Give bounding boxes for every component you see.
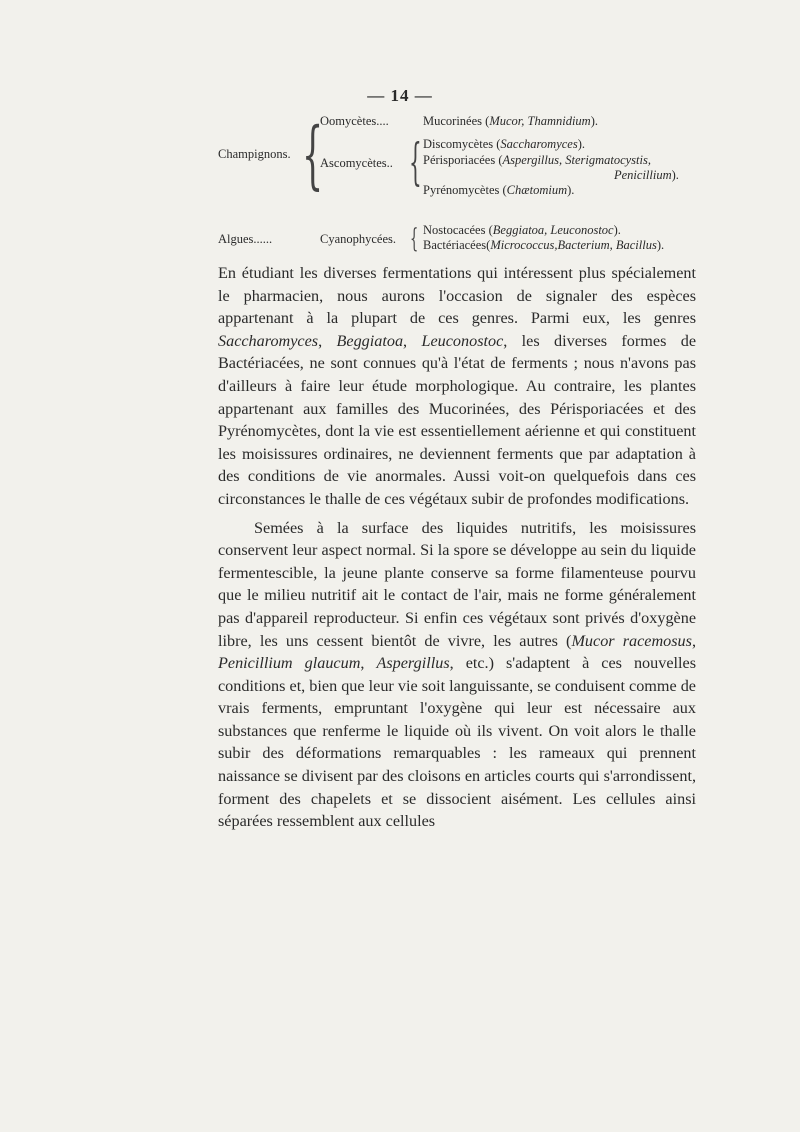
class-champignons: Champignons. [218,147,291,161]
family-bacteriacees: Bactériacées(Micrococcus,Bacterium, Bacillus). [423,238,665,252]
family-perisporiacees-cont: Penicillium). [614,168,679,182]
family-nostocacees: Nostocacées (Beggiatoa, Leuconostoc). [423,223,621,237]
paragraph-2: Semées à la surface des liquides nutritifs, les moisissures conservent leur aspect normal. Si la spore se développe au sein du liquide fermentescible, la jeune plante conserve sa forme filamenteuse pourvu que le milieu nutritif ait le contact de l'air, mais ne forme généralement pas d'appareil reproducteur. Si enfin ces végétaux sont privés d'oxygène libre, les uns cessent bientôt de vivre, les autres (Mucor racemosus, Penicillium glaucum, Aspergillus, etc.) s'adaptent à ces nouvelles conditions et, bien que leur vie soit languissante, se conduisent comme de vrais ferments, empruntant l'oxygène qui leur est nécessaire aux substances que renferme le liquide où ils vivent. On voit alors le thalle subir des déformations remarquables : les rameaux qui prennent naissance se divisent par des cloisons en articles courts qui s'arrondissent, forment des chapelets et se dissocient aisément. Les cellules ainsi séparées ressemblent aux cellules [218,518,697,831]
paragraph-1: En étudiant les diverses fermentations qui intéressent plus spécialement le pharmacien, nous aurons l'occasion de signaler des espèces appartenant à la plupart de ces genres. Parmi eux, les genres Saccharomyces, Beggiatoa, Leuconostoc, les diverses formes de Bactériacées, ne sont connues qu'à l'état de ferments ; nous n'avons pas d'ailleurs à faire leur étude morphologique. Au contraire, les plantes appartenant aux familles des Mucorinées, des Périsporiacées et des Pyrénomycètes, dont la vie est essentiellement aérienne et qui constituent les moisissures ordinaires, ne deviennent ferments que par adaptation à des conditions de vie anormales. Aussi voit-on quelquefois dans ces circonstances le thalle de ces végétaux subir de profondes modifications. [218,264,696,508]
page-number: — 14 — [367,86,433,105]
brace-champignons: { [302,112,324,198]
class-algues: Algues...... [218,232,273,246]
order-oomycetes: Oomycètes.... [320,114,389,128]
body-text [218,262,696,833]
order-cyanophycees: Cyanophycées. [320,232,397,246]
family-discomycetes: Discomycètes (Saccharomyces). [423,137,586,151]
brace-cyanophycees: { [410,224,419,254]
brace-ascomycetes: { [409,133,422,191]
family-perisporiacees: Périsporiacées (Aspergillus, Sterigmatocystis, [423,153,651,167]
order-ascomycetes: Ascomycètes.. [320,156,393,170]
family-pyrenomycetes: Pyrénomycètes (Chætomium). [423,183,575,197]
classification-table [0,0,800,260]
family-mucorinees: Mucorinées (Mucor, Thamnidium). [423,114,599,128]
